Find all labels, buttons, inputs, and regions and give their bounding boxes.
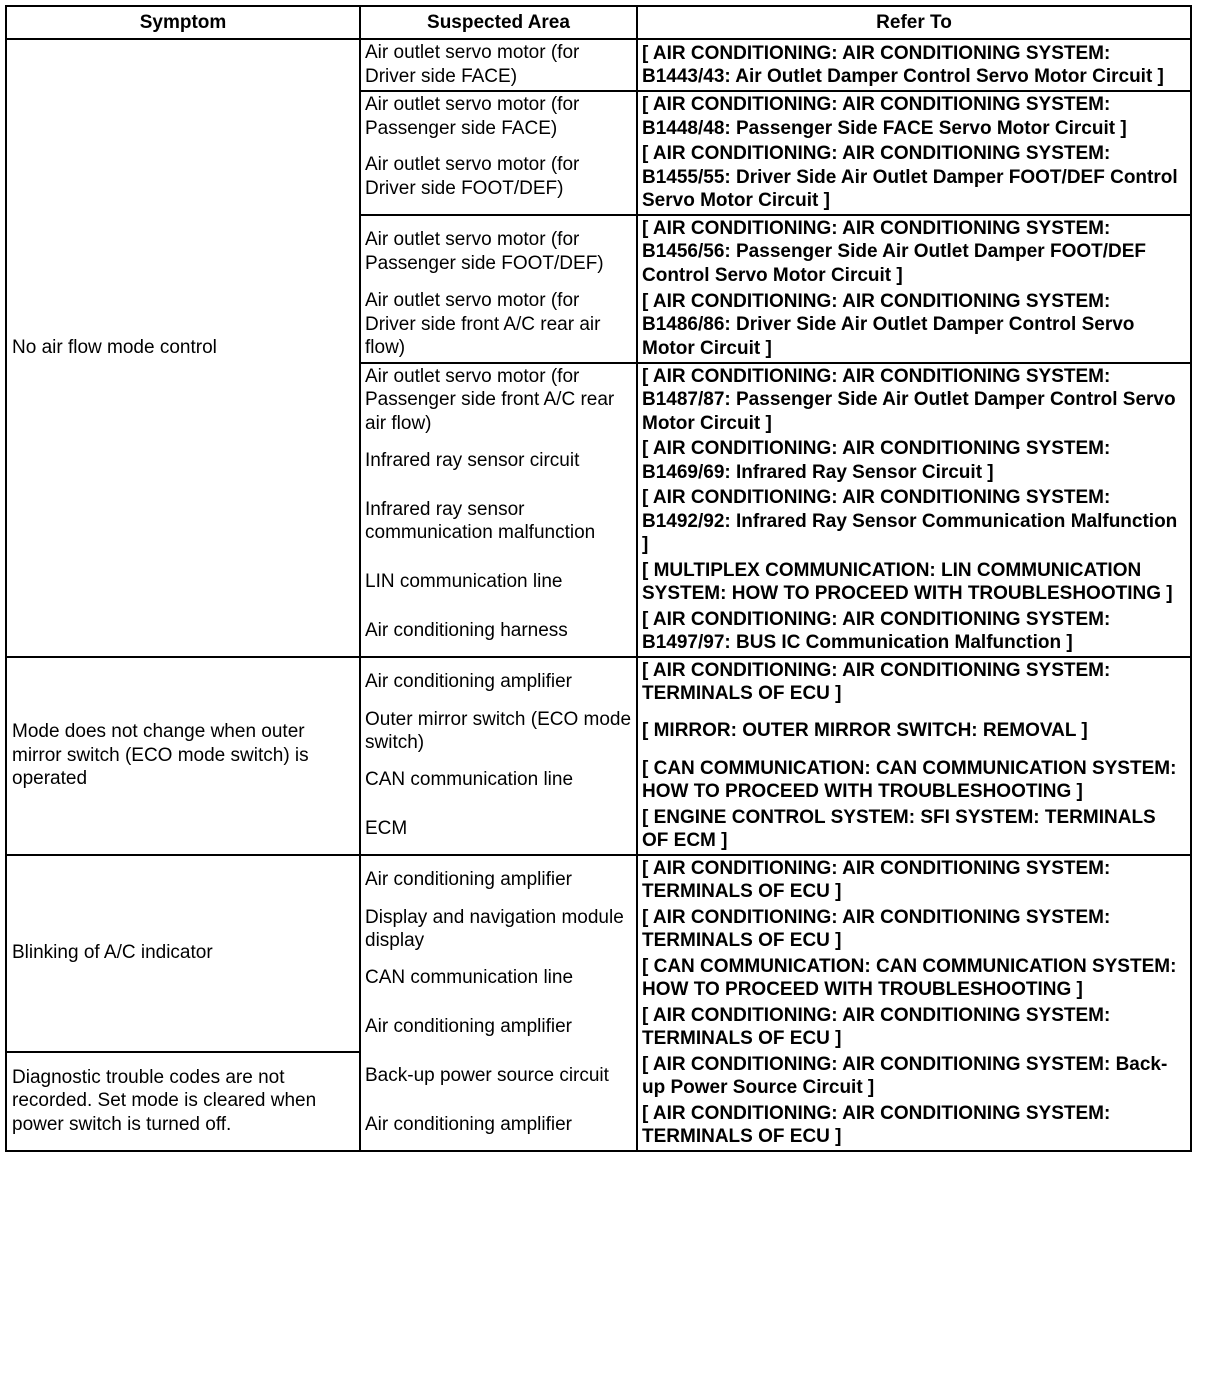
symptom-cell: No air flow mode control bbox=[6, 39, 360, 657]
refer-to-cell: [ CAN COMMUNICATION: CAN COMMUNICATION SYSTEM: HOW TO PROCEED WITH TROUBLESHOOTING ] bbox=[637, 954, 1191, 1003]
suspected-area-cell: Air outlet servo motor (for Passenger side FOOT/DEF) bbox=[360, 215, 637, 289]
refer-to-cell: [ CAN COMMUNICATION: CAN COMMUNICATION SYSTEM: HOW TO PROCEED WITH TROUBLESHOOTING ] bbox=[637, 756, 1191, 805]
suspected-area-cell: ECM bbox=[360, 805, 637, 855]
refer-to-cell: [ MIRROR: OUTER MIRROR SWITCH: REMOVAL ] bbox=[637, 707, 1191, 756]
suspected-area-cell: Air outlet servo motor (for Driver side front A/C rear air flow) bbox=[360, 288, 637, 363]
symptom-cell: Blinking of A/C indicator bbox=[6, 855, 360, 1052]
refer-to-cell: [ AIR CONDITIONING: AIR CONDITIONING SYSTEM: TERMINALS OF ECU ] bbox=[637, 657, 1191, 707]
table-row bbox=[6, 657, 1191, 707]
suspected-area-cell: Infrared ray sensor circuit bbox=[360, 436, 637, 485]
refer-to-cell: [ ENGINE CONTROL SYSTEM: SFI SYSTEM: TERMINALS OF ECM ] bbox=[637, 805, 1191, 855]
refer-to-cell: [ AIR CONDITIONING: AIR CONDITIONING SYSTEM: TERMINALS OF ECU ] bbox=[637, 905, 1191, 954]
refer-to-cell: [ AIR CONDITIONING: AIR CONDITIONING SYSTEM: B1456/56: Passenger Side Air Outlet Damper FOOT/DEF Control Servo Motor Circuit ] bbox=[637, 215, 1191, 289]
suspected-area-cell: Air conditioning amplifier bbox=[360, 1003, 637, 1052]
suspected-area-cell: Infrared ray sensor communication malfunction bbox=[360, 485, 637, 558]
suspected-area-cell: Air conditioning amplifier bbox=[360, 1101, 637, 1151]
suspected-area-cell: CAN communication line bbox=[360, 954, 637, 1003]
refer-to-cell: [ AIR CONDITIONING: AIR CONDITIONING SYSTEM: B1486/86: Driver Side Air Outlet Damper Control Servo Motor Circuit ] bbox=[637, 288, 1191, 363]
suspected-area-cell: Air outlet servo motor (for Driver side FOOT/DEF) bbox=[360, 141, 637, 215]
refer-to-cell: [ AIR CONDITIONING: AIR CONDITIONING SYSTEM: B1469/69: Infrared Ray Sensor Circuit ] bbox=[637, 436, 1191, 485]
symptom-cell: Diagnostic trouble codes are not recorded. Set mode is cleared when power switch is turned off. bbox=[6, 1052, 360, 1151]
table-row bbox=[6, 1052, 1191, 1101]
table-row bbox=[6, 39, 1191, 91]
refer-to-cell: [ AIR CONDITIONING: AIR CONDITIONING SYSTEM: B1455/55: Driver Side Air Outlet Damper FOOT/DEF Control Servo Motor Circuit ] bbox=[637, 141, 1191, 215]
symptom-cell: Mode does not change when outer mirror switch (ECO mode switch) is operated bbox=[6, 657, 360, 855]
header-symptom: Symptom bbox=[6, 6, 360, 39]
suspected-area-cell: Air outlet servo motor (for Driver side FACE) bbox=[360, 39, 637, 91]
refer-to-cell: [ AIR CONDITIONING: AIR CONDITIONING SYSTEM: B1448/48: Passenger Side FACE Servo Motor Circuit ] bbox=[637, 91, 1191, 141]
suspected-area-cell: Air conditioning harness bbox=[360, 607, 637, 657]
refer-to-cell: [ AIR CONDITIONING: AIR CONDITIONING SYSTEM: TERMINALS OF ECU ] bbox=[637, 1101, 1191, 1151]
suspected-area-cell: Outer mirror switch (ECO mode switch) bbox=[360, 707, 637, 756]
suspected-area-cell: Back-up power source circuit bbox=[360, 1052, 637, 1101]
troubleshooting-table bbox=[5, 5, 1192, 1152]
refer-to-cell: [ AIR CONDITIONING: AIR CONDITIONING SYSTEM: B1443/43: Air Outlet Damper Control Servo Motor Circuit ] bbox=[637, 39, 1191, 91]
header-refer-to: Refer To bbox=[637, 6, 1191, 39]
header-suspected-area: Suspected Area bbox=[360, 6, 637, 39]
refer-to-cell: [ AIR CONDITIONING: AIR CONDITIONING SYSTEM: TERMINALS OF ECU ] bbox=[637, 855, 1191, 905]
table-row bbox=[6, 855, 1191, 905]
refer-to-cell: [ AIR CONDITIONING: AIR CONDITIONING SYSTEM: TERMINALS OF ECU ] bbox=[637, 1003, 1191, 1052]
refer-to-cell: [ AIR CONDITIONING: AIR CONDITIONING SYSTEM: B1487/87: Passenger Side Air Outlet Damper Control Servo Motor Circuit ] bbox=[637, 363, 1191, 437]
suspected-area-cell: Air conditioning amplifier bbox=[360, 657, 637, 707]
suspected-area-cell: LIN communication line bbox=[360, 558, 637, 607]
refer-to-cell: [ AIR CONDITIONING: AIR CONDITIONING SYSTEM: B1492/92: Infrared Ray Sensor Communication Malfunction ] bbox=[637, 485, 1191, 558]
suspected-area-cell: Air outlet servo motor (for Passenger side front A/C rear air flow) bbox=[360, 363, 637, 437]
suspected-area-cell: Air conditioning amplifier bbox=[360, 855, 637, 905]
header-row bbox=[6, 6, 1191, 39]
refer-to-cell: [ MULTIPLEX COMMUNICATION: LIN COMMUNICATION SYSTEM: HOW TO PROCEED WITH TROUBLESHOOTING ] bbox=[637, 558, 1191, 607]
suspected-area-cell: CAN communication line bbox=[360, 756, 637, 805]
refer-to-cell: [ AIR CONDITIONING: AIR CONDITIONING SYSTEM: B1497/97: BUS IC Communication Malfunction ] bbox=[637, 607, 1191, 657]
refer-to-cell: [ AIR CONDITIONING: AIR CONDITIONING SYSTEM: Back-up Power Source Circuit ] bbox=[637, 1052, 1191, 1101]
suspected-area-cell: Display and navigation module display bbox=[360, 905, 637, 954]
suspected-area-cell: Air outlet servo motor (for Passenger side FACE) bbox=[360, 91, 637, 141]
